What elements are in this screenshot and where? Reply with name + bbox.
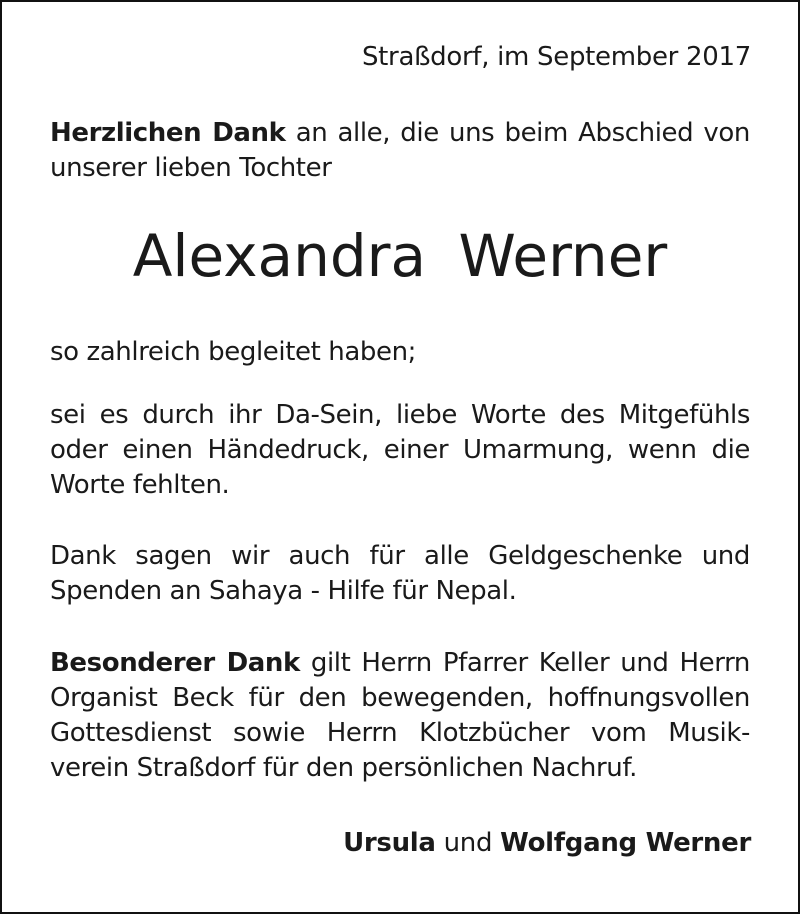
signature xyxy=(343,828,751,858)
signature-name-2: Wolfgang Werner xyxy=(500,828,751,858)
paragraph-special-thanks-line-4: verein Straßdorf für den persönlichen Nachruf. xyxy=(50,753,638,783)
paragraph-special-thanks xyxy=(50,646,750,786)
paragraph-sympathy-line-2: oder einen Händedruck, einer Umarmung, wenn die xyxy=(50,435,750,465)
intro-paragraph xyxy=(50,116,750,186)
paragraph-special-thanks-line-2: Organist Beck für den bewegenden, hoffnungsvollen xyxy=(50,683,750,713)
special-thanks-bold: Besonderer Dank xyxy=(50,648,300,678)
paragraph-sympathy-line-1: sei es durch ihr Da-Sein, liebe Worte des Mitgefühls xyxy=(50,400,750,430)
paragraph-sympathy-line-3: Worte fehlten. xyxy=(50,470,230,500)
paragraph-accompanied xyxy=(50,335,750,370)
intro-bold: Herzlichen Dank xyxy=(50,118,286,148)
signature-name-1: Ursula xyxy=(343,828,436,858)
signature-joiner: und xyxy=(435,828,501,858)
intro-line-2: unserer lieben Tochter xyxy=(50,153,332,183)
paragraph-special-thanks-line-1 xyxy=(50,646,750,681)
paragraph-donations xyxy=(50,539,750,609)
paragraph-special-thanks-line-3: Gottesdienst sowie Herrn Klotzbücher vom Musik- xyxy=(50,718,750,748)
paragraph-donations-line-1: Dank sagen wir auch für alle Geldgeschenke und xyxy=(50,541,750,571)
paragraph-accompanied-line-1: so zahlreich begleitet haben; xyxy=(50,337,417,367)
paragraph-sympathy xyxy=(50,398,750,503)
place-date: Straßdorf, im September 2017 xyxy=(361,42,751,72)
deceased-name: Alexandra Werner xyxy=(132,222,668,290)
special-thanks-line-1-rest: gilt Herrn Pfarrer Keller und Herrn xyxy=(299,648,750,678)
intro-line-1-rest: an alle, die uns beim Abschied von xyxy=(285,118,750,148)
paragraph-donations-line-2: Spenden an Sahaya - Hilfe für Nepal. xyxy=(50,576,517,606)
intro-line-1 xyxy=(50,116,750,151)
